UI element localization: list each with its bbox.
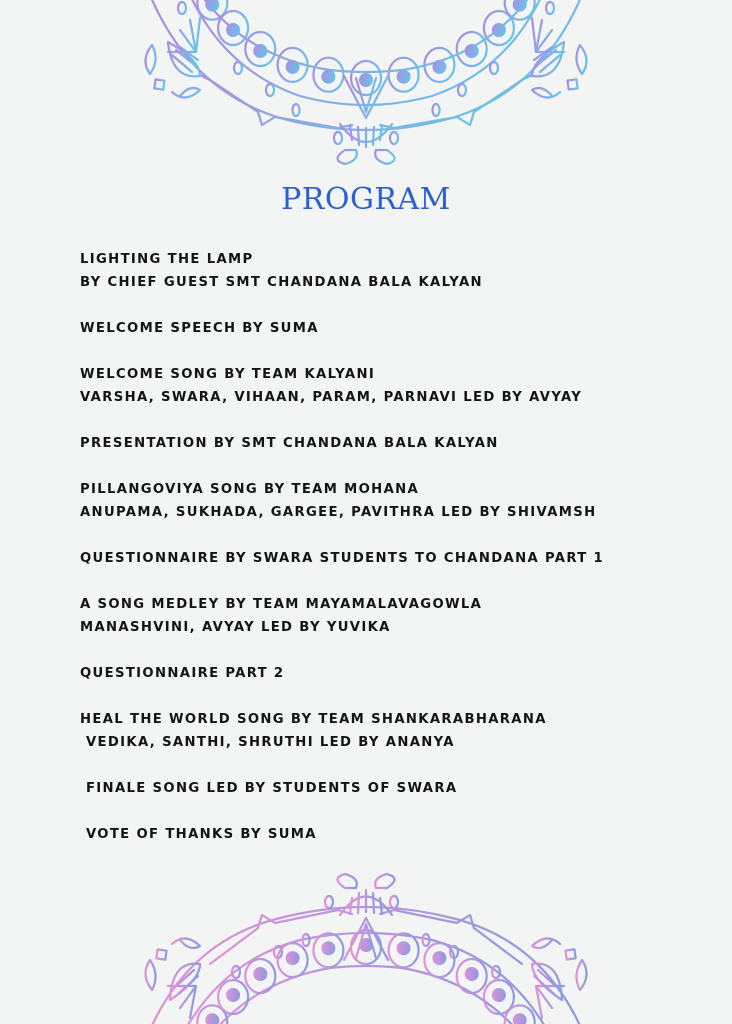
program-item-line: WELCOME SONG BY TEAM KALYANI	[80, 367, 376, 382]
program-item-song-medley	[80, 593, 680, 639]
program-item-heal-the-world	[80, 708, 680, 754]
mandala-dot	[321, 941, 335, 955]
mandala-dot	[226, 23, 240, 37]
mandala-dot	[205, 1013, 219, 1024]
mandala-petal	[278, 943, 308, 977]
mandala-dot	[492, 988, 506, 1002]
mandala-petal	[505, 0, 535, 20]
program-item-line: ANUPAMA, SUKHADA, GARGEE, PAVITHRA LED BY SHIVAMSH	[80, 505, 597, 520]
program-item-line: QUESTIONNAIRE BY SWARA STUDENTS TO CHANDANA PART 1	[80, 551, 605, 566]
mandala-dot	[359, 938, 373, 952]
mandala-petal	[424, 48, 454, 82]
mandala-top-ornament	[0, 0, 732, 175]
program-item-vote-of-thanks	[80, 823, 680, 846]
program-item-line: LIGHTING THE LAMP	[80, 252, 254, 267]
mandala-petal	[389, 933, 419, 967]
mandala-petal	[351, 930, 381, 964]
page-title: PROGRAM	[281, 182, 451, 217]
mandala-dot	[286, 951, 300, 965]
mandala-petal	[218, 11, 248, 45]
mandala-dot	[465, 44, 479, 58]
mandala-dot	[286, 60, 300, 74]
mandala-dot	[205, 0, 219, 12]
mandala-petal	[457, 959, 487, 993]
mandala-petal	[197, 0, 227, 20]
program-item-line: VARSHA, SWARA, VIHAAN, PARAM, PARNAVI LED BY AVYAY	[80, 390, 583, 405]
mandala-petal	[218, 980, 248, 1014]
mandala-dot	[432, 60, 446, 74]
mandala-petal	[484, 11, 514, 45]
mandala-dot	[321, 70, 335, 84]
program-item-line: QUESTIONNAIRE PART 2	[80, 666, 285, 681]
mandala-petal	[245, 32, 275, 66]
mandala-petal	[457, 32, 487, 66]
program-item-line: PRESENTATION BY SMT CHANDANA BALA KALYAN	[80, 436, 499, 451]
program-item-line: BY CHIEF GUEST SMT CHANDANA BALA KALYAN	[80, 275, 483, 290]
program-list	[80, 248, 680, 869]
program-item-line: HEAL THE WORLD SONG BY TEAM SHANKARABHARANA	[80, 712, 547, 727]
mandala-dot	[513, 0, 527, 12]
mandala-dot	[359, 73, 373, 87]
program-item-lighting-the-lamp	[80, 248, 680, 294]
mandala-dot	[465, 967, 479, 981]
mandala-dot	[432, 951, 446, 965]
program-item-line: WELCOME SPEECH BY SUMA	[80, 321, 319, 336]
program-item-line: MANASHVINI, AVYAY LED BY YUVIKA	[80, 620, 391, 635]
mandala-dot	[397, 70, 411, 84]
program-item-welcome-song	[80, 363, 680, 409]
mandala-dot	[226, 988, 240, 1002]
program-item-questionnaire-part-2	[80, 662, 680, 685]
mandala-dot	[492, 23, 506, 37]
mandala-dot	[253, 967, 267, 981]
program-item-line: VOTE OF THANKS BY SUMA	[80, 827, 317, 842]
program-item-welcome-speech	[80, 317, 680, 340]
program-item-presentation	[80, 432, 680, 455]
program-item-line: FINALE SONG LED BY STUDENTS OF SWARA	[80, 781, 458, 796]
mandala-petal	[484, 980, 514, 1014]
program-item-line: VEDIKA, SANTHI, SHRUTHI LED BY ANANYA	[80, 735, 455, 750]
mandala-bottom-ornament	[0, 860, 732, 1024]
program-item-line: PILLANGOVIYA SONG BY TEAM MOHANA	[80, 482, 420, 497]
program-item-line: A SONG MEDLEY BY TEAM MAYAMALAVAGOWLA	[80, 597, 483, 612]
mandala-petal	[424, 943, 454, 977]
mandala-petal	[245, 959, 275, 993]
mandala-petal	[313, 933, 343, 967]
mandala-petal	[351, 61, 381, 95]
mandala-petal	[505, 1005, 535, 1024]
program-item-pillangoviya-song	[80, 478, 680, 524]
mandala-petal	[197, 1005, 227, 1024]
mandala-petal	[313, 58, 343, 92]
program-item-finale-song	[80, 777, 680, 800]
mandala-petal	[389, 58, 419, 92]
mandala-dot	[513, 1013, 527, 1024]
mandala-petal	[278, 48, 308, 82]
mandala-dot	[253, 44, 267, 58]
program-item-questionnaire-part-1	[80, 547, 680, 570]
mandala-dot	[397, 941, 411, 955]
